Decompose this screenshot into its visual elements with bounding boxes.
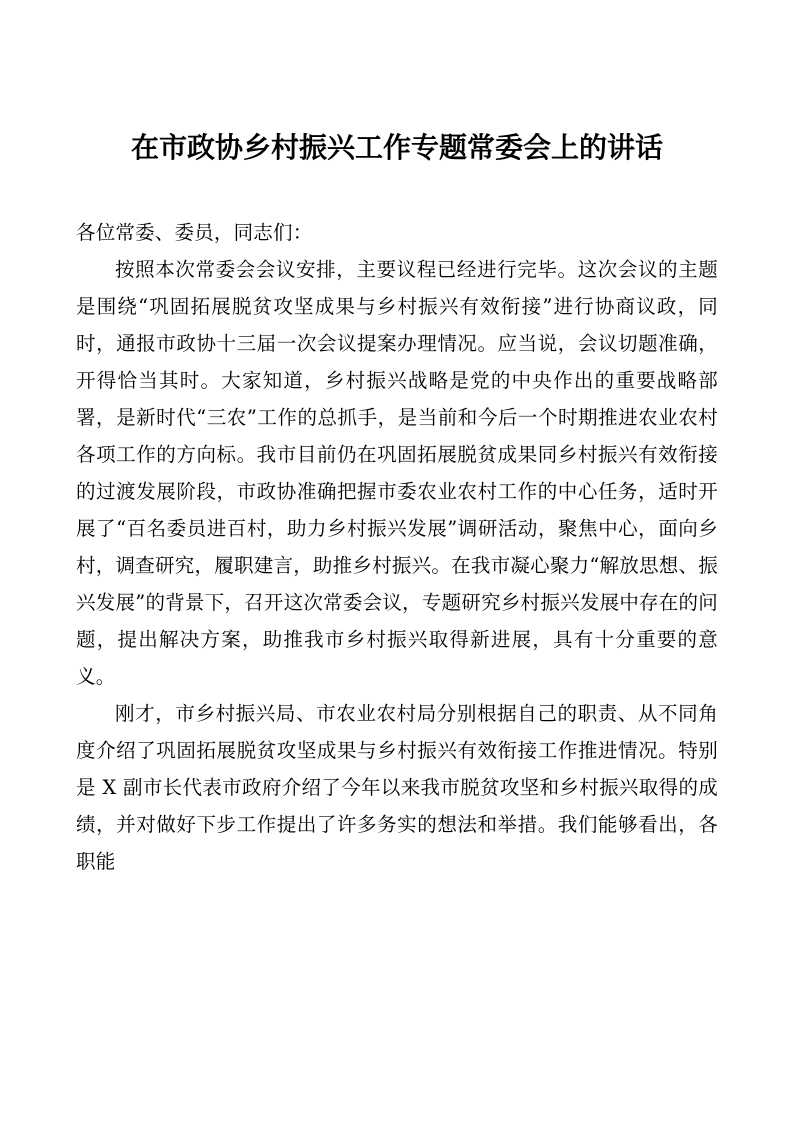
document-body [76, 214, 718, 880]
paragraph-salutation: 各位常委、委员，同志们： [76, 221, 313, 244]
paragraph-1: 按照本次常委会会议安排，主要议程已经进行完毕。这次会议的主题是围绕“巩固拓展脱贫攻坚成果与乡村振兴有效衔接”进行协商议政，同时，通报市政协十三届一次会议提案办理情况。应当说，会议切题准确，开得恰当其时。大家知道，乡村振兴战略是党的中央作出的重要战略部署，是新时代“三农”工作的总抓手，是当前和今后一个时期推进农业农村各项工作的方向标。我市目前仍在巩固拓展脱贫成果同乡村振兴有效衔接的过渡发展阶段，市政协准确把握市委农业农村工作的中心任务，适时开展了“百名委员进百村，助力乡村振兴发展”调研活动，聚焦中心，面向乡村，调查研究，履职建言，助推乡村振兴。在我市凝心聚力“解放思想、振兴发展”的背景下，召开这次常委会议，专题研究乡村振兴发展中存在的问题，提出解决方案，助推我市乡村振兴取得新进展，具有十分重要的意义。 [76, 258, 718, 688]
page-title: 在市政协乡村振兴工作专题常委会上的讲话 [130, 131, 663, 164]
paragraph-2: 刚才，市乡村振兴局、市农业农村局分别根据自己的职责、从不同角度介绍了巩固拓展脱贫攻坚成果与乡村振兴有效衔接工作推进情况。特别是 X 副市长代表市政府介绍了今年以来我市脱贫攻坚和乡村振兴取得的成绩，并对做好下步工作提出了许多务实的想法和举措。我们能够看出，各职能 [76, 702, 718, 873]
